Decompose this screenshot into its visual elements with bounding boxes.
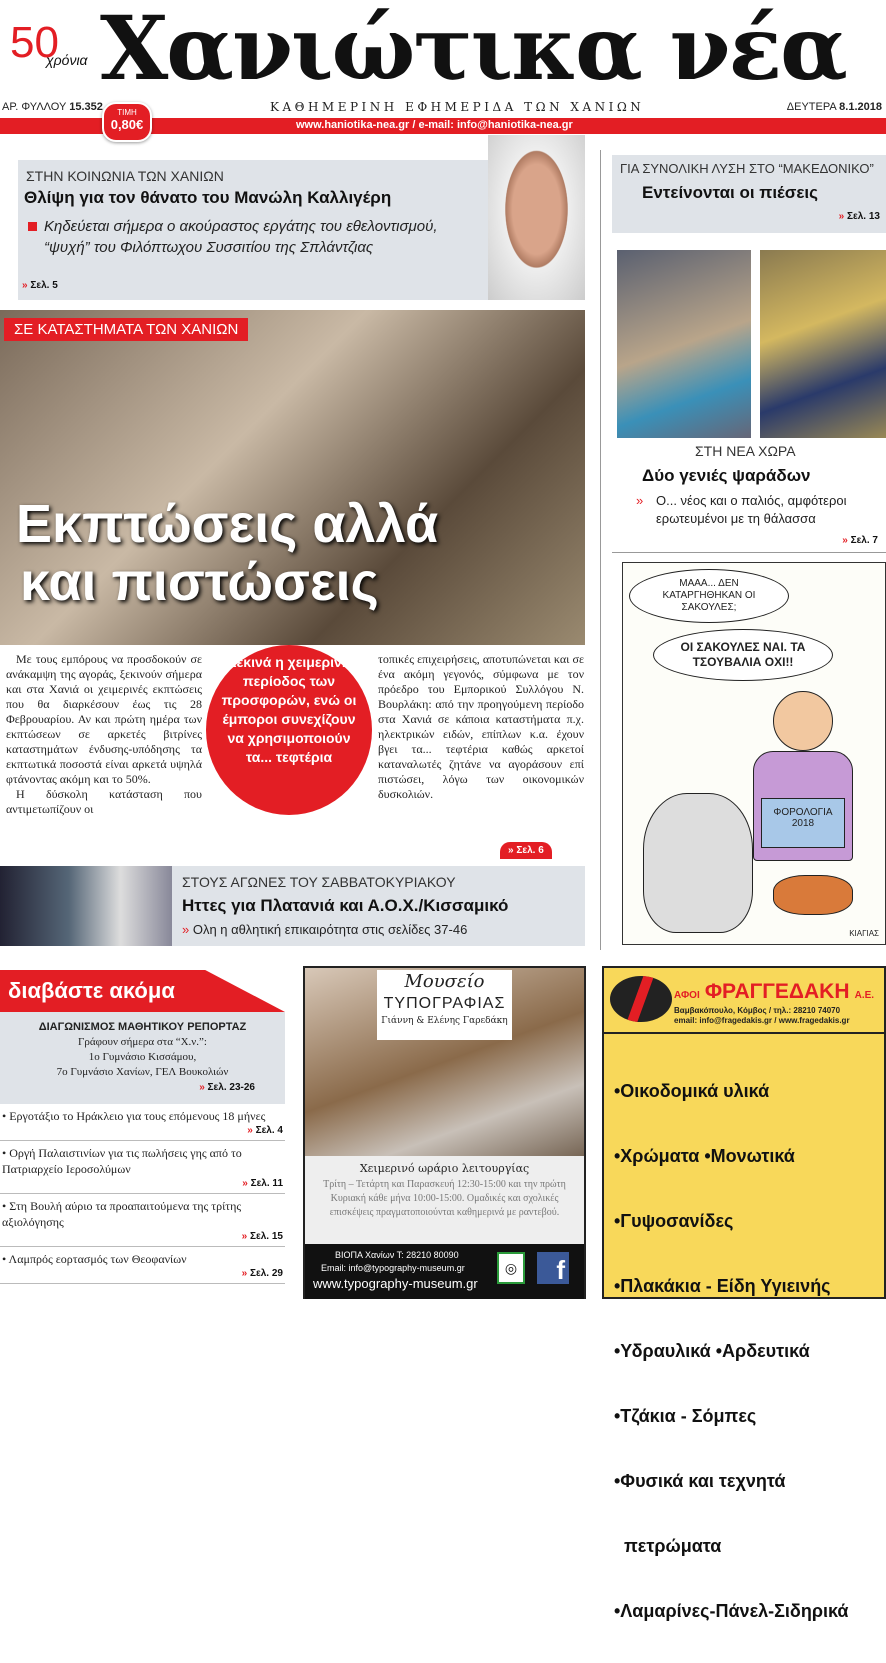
top-story-summary: Κηδεύεται σήμερα ο ακούραστος εργάτης του εθελοντισμού, “ψυχή” του Φιλόπτωχου Συσσιτίου της Σπλάντζιας: [28, 216, 483, 258]
fragedakis-ad[interactable]: [602, 966, 886, 1621]
read-more-list: [0, 1104, 285, 1284]
museum-hours-text: Τρίτη – Τετάρτη και Παρασκευή 12:30-15:00 και την πρώτη Κυριακή κάθε μήνα 10:00-15:00. Ομαδικές και σχολικές επισκέψεις πραγματοποιούνται καθημερινά με ραντεβού.: [323, 1179, 566, 1218]
issue-date: ΔΕΥΤΕΡΑ 8.1.2018: [786, 101, 882, 113]
list-item[interactable]: • Οργή Παλαιστινίων για τις πωλήσεις γης από το Πατριαρχείο Ιεροσολύμων » Σελ. 11: [0, 1141, 285, 1194]
fragedakis-name: ΑΦΟΙ ΦΡΑΓΓΕΔΑΚΗ Α.Ε.: [674, 980, 875, 1003]
list-item[interactable]: • Λαμπρός εορτασμός των Θεοφανίων » Σελ. 29: [0, 1247, 285, 1284]
sports-summary: » Ολη η αθλητική επικαιρότητα στις σελίδες 37-46: [182, 922, 468, 937]
divider: [604, 1032, 884, 1034]
museum-logo: Μουσείο ΤΥΠΟΓΡΑΦΙΑΣ Γιάννη & Ελένης Γαρεδάκη: [377, 970, 512, 1040]
sports-photo: [0, 866, 172, 946]
museum-contact: ΒΙΟΠΑ Χανίων Τ: 28210 80090 Email: info@typography-museum.gr www.typography-museum.gr ◎ f: [305, 1244, 584, 1299]
anniversary-logo: 50 χρόνια: [10, 18, 88, 68]
sports-kicker: ΣΤΟΥΣ ΑΓΩΝΕΣ ΤΟΥ ΣΑΒΒΑΤΟΚΥΡΙΑΚΟΥ: [182, 874, 456, 890]
cartoon-apron: ΦΟΡΟΛΟΓΙΑ 2018: [761, 798, 845, 848]
fragedakis-products: •Οικοδομικά υλικά •Χρώματα •Μονωτικά •Γυψοσανίδες •Πλακάκια - Είδη Υγιεινής •Υδραυλικά •Αρδευτικά •Τζάκια - Σόμπες •Φυσικά και τεχνητά πετρώματα •Λαμαρίνες-Πάνελ-Σιδηρικά: [614, 1081, 849, 1621]
right-fish-kicker: ΣΤΗ ΝΕΑ ΧΩΡΑ: [695, 443, 796, 459]
tripadvisor-icon[interactable]: ◎: [497, 1252, 525, 1284]
main-story-headline[interactable]: Εκπτώσεις αλλά και πιστώσεις: [16, 494, 439, 612]
issue-number: ΑΡ. ΦΥΛΛΟΥ 15.352: [2, 101, 103, 113]
cartoon-signature: ΚΙΑΓΙΑΣ: [849, 929, 879, 938]
right-fish-summary: » Ο... νέος και ο παλιός, αμφότεροι ερωτευμένοι με τη θάλασσα: [636, 493, 847, 526]
man-figure: [643, 793, 753, 933]
right-top-kicker: ΓΙΑ ΣΥΝΟΛΙΚΗ ΛΥΣΗ ΣΤΟ “ΜΑΚΕΔΟΝΙΚΟ”: [620, 161, 874, 176]
museum-website[interactable]: www.typography-museum.gr: [313, 1276, 478, 1291]
read-more-title: διαβάστε ακόμα: [8, 978, 175, 1003]
fragedakis-contact: Βαμβακόπουλο, Κόμβος / τηλ.: 28210 74070 email: info@fragedakis.gr / www.fragedakis.gr: [674, 1006, 850, 1025]
divider: [612, 552, 886, 553]
top-story-page[interactable]: » Σελ. 5: [22, 280, 58, 291]
sports-story[interactable]: [172, 866, 585, 946]
dog-figure: [773, 875, 853, 915]
cartoon: [622, 562, 886, 945]
feature-line: Γράφουν σήμερα στα “Χ.ν.”:: [78, 1036, 207, 1048]
cartoon-bubble-1: ΜΑΑΑ... ΔΕΝ ΚΑΤΑΡΓΗΘΗΚΑΝ ΟΙ ΣΑΚΟΥΛΕΣ;: [629, 569, 789, 623]
top-story-headline[interactable]: Θλίψη για τον θάνατο του Μανώλη Καλλιγέρη: [24, 188, 392, 207]
facebook-icon[interactable]: f: [537, 1252, 569, 1284]
feature-line: 1ο Γυμνάσιο Κισσάμου,: [88, 1051, 197, 1063]
list-item[interactable]: • Εργοτάξιο το Ηράκλειο για τους επόμενους 18 μήνες » Σελ. 4: [0, 1104, 285, 1141]
top-story-kicker: ΣΤΗΝ ΚΟΙΝΩΝΙΑ ΤΩΝ ΧΑΝΙΩΝ: [26, 168, 224, 184]
portrait-photo: [488, 135, 585, 300]
main-story-body-right: τοπικές επιχειρήσεις, αποτυπώνεται και σε ένα ακόμη γεγονός, σύμφωνα με τον πρόεδρο του Εμπορικού Συλλόγου Ν. Βουρλάκη: από την προηγούμενη περίοδο στα Χανιά σε κάποια καταστήματα π.χ. ηλεκτρικών ειδών, επίπλων κ.α. έχουν βγει τα... τεφτέρια καθώς αρκετοί καταναλωτές ζητάνε να αγοράσουν επί πιστώσει, λόγω των οικονομικών δυσκολιών.: [378, 652, 584, 801]
newspaper-title[interactable]: Χανιώτικα νέα: [100, 0, 846, 100]
main-story-body-left: Με τους εμπόρους να προσδοκούν σε ανάκαμψη της αγοράς, ξεκινούν σήμερα και στα Χανιά οι χειμερινές εκπτώσεις που θα διαρκέσουν έως τις 28 Φεβρουαρίου. Αν και πρώτη ημέρα των εκπτώσεων σε αρκετές βιτρίνες καταστημάτων ένδυσης-υπόδησης τα εκπτωτικά ποσοστά είναι αρκετά υψηλά φτάνοντας ακόμη και το 50%. Η δύσκολη κατάσταση που αντιμετωπίζουν οι: [6, 652, 202, 816]
feature-line: 7ο Γυμνάσιο Χανίων, ΓΕΛ Βουκολιών: [56, 1066, 229, 1078]
museum-ad[interactable]: [303, 966, 586, 1299]
fragedakis-logo-icon: [610, 976, 672, 1022]
main-story-callout: Ξεκινά η χειμερινή περίοδος των προσφορών, ενώ οι έμποροι συνεχίζουν να χρησιμοποιούν τα... τεφτέρια: [206, 645, 372, 815]
fisherman-old-photo: [617, 250, 751, 438]
right-top-page[interactable]: » Σελ. 13: [838, 211, 880, 222]
fisherman-young-photo: [760, 250, 886, 438]
column-divider: [600, 150, 601, 950]
right-fish-page[interactable]: » Σελ. 7: [842, 535, 878, 546]
right-top-headline[interactable]: Εντείνονται οι πιέσεις: [642, 183, 818, 202]
feature-title: ΔΙΑΓΩΝΙΣΜΟΣ ΜΑΘΗΤΙΚΟΥ ΡΕΠΟΡΤΑΖ: [38, 1021, 247, 1033]
contact-line[interactable]: www.haniotika-nea.gr / e-mail: info@haniotika-nea.gr: [296, 119, 573, 131]
cartoon-bubble-2: ΟΙ ΣΑΚΟΥΛΕΣ ΝΑΙ. ΤΑ ΤΣΟΥΒΑΛΙΑ ΟΧΙ!!: [653, 629, 833, 681]
right-fish-headline[interactable]: Δύο γενιές ψαράδων: [642, 466, 811, 485]
sports-headline[interactable]: Ηττες για Πλατανιά και Α.Ο.Χ./Κισσαμικό: [182, 896, 509, 915]
museum-hours-title: Χειμερινό ωράριο λειτουργίας: [359, 1162, 530, 1175]
main-story-label: ΣΕ ΚΑΤΑΣΤΗΜΑΤΑ ΤΩΝ ΧΑΝΙΩΝ: [4, 318, 248, 341]
read-more-feature[interactable]: ΔΙΑΓΩΝΙΣΜΟΣ ΜΑΘΗΤΙΚΟΥ ΡΕΠΟΡΤΑΖ Γράφουν σήμερα στα “Χ.ν.”: 1ο Γυμνάσιο Κισσάμου, 7ο Γυμνάσιο Χανίων, ΓΕΛ Βουκολιών » Σελ. 23-26: [0, 1012, 285, 1104]
right-top-story[interactable]: [612, 155, 886, 233]
woman-figure: [773, 691, 833, 751]
list-item[interactable]: • Στη Βουλή αύριο τα προαπαιτούμενα της τρίτης αξιολόγησης » Σελ. 15: [0, 1194, 285, 1247]
top-story[interactable]: [18, 160, 585, 300]
price-badge: ΤΙΜΗ 0,80€: [102, 102, 152, 142]
tagline: ΚΑΘΗΜΕΡΙΝΗ ΕΦΗΜΕΡΙΔΑ ΤΩΝ ΧΑΝΙΩΝ: [270, 100, 645, 114]
main-story-page[interactable]: » Σελ. 6: [500, 842, 552, 859]
